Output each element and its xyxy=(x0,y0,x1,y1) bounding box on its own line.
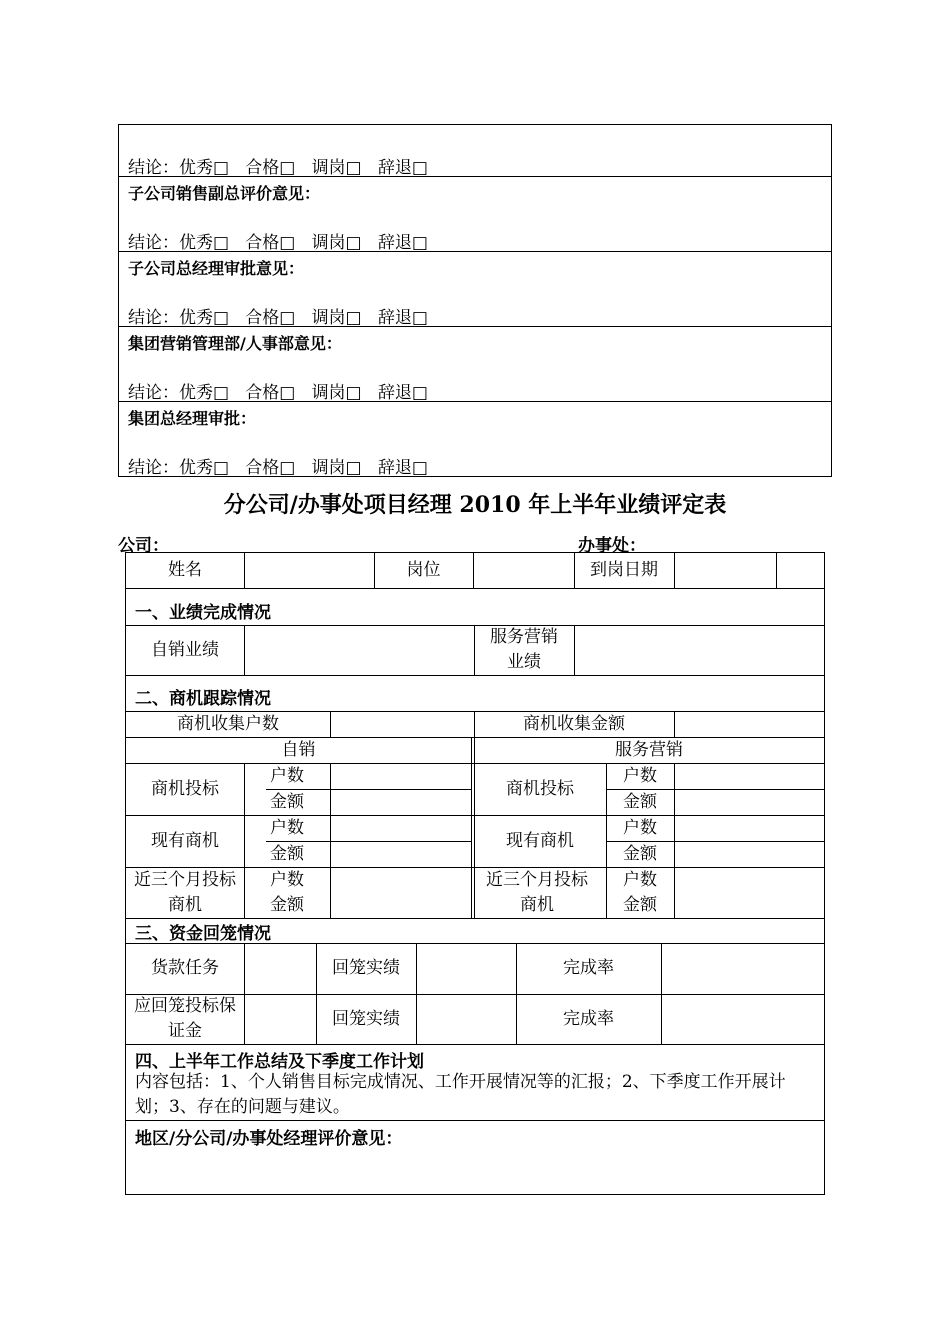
households-label: 户数 xyxy=(270,765,304,786)
recent-label: 近三个月投标商机 xyxy=(134,869,236,915)
service-header: 服务营销 xyxy=(615,739,683,760)
option-transfer[interactable]: 调岗□ xyxy=(311,233,362,253)
households-label: 户数 xyxy=(623,817,657,838)
name-label: 姓名 xyxy=(168,560,202,580)
amount-label: 金额 xyxy=(270,895,304,915)
service-sales-label: 服务营销业绩 xyxy=(490,627,558,672)
self-header: 自销 xyxy=(281,739,316,760)
option-dismiss[interactable]: 辞退□ xyxy=(377,308,428,328)
option-dismiss[interactable]: 辞退□ xyxy=(377,458,428,478)
bid-label: 商机投标 xyxy=(151,778,219,799)
opinion-row xyxy=(119,176,831,251)
households-label: 户数 xyxy=(270,869,304,890)
households-label: 户数 xyxy=(623,869,657,890)
option-transfer[interactable]: 调岗□ xyxy=(311,308,362,328)
conclusion-line: 结论：优秀□ 合格□ 调岗□ 辞退□ xyxy=(128,458,428,478)
option-qualified[interactable]: 合格□ xyxy=(245,158,296,178)
opinion-row xyxy=(119,326,831,401)
opinion-row xyxy=(119,251,831,326)
conclusion-line: 结论：优秀□ 合格□ 调岗□ 辞退□ xyxy=(128,308,428,328)
option-dismiss[interactable]: 辞退□ xyxy=(377,383,428,403)
option-qualified[interactable]: 合格□ xyxy=(245,308,296,328)
company-label: 公司： xyxy=(118,536,169,556)
form-title: 分公司/办事处项目经理 2010 年上半年业绩评定表 xyxy=(223,492,727,518)
rate-label: 完成率 xyxy=(563,1008,614,1029)
rate-label: 完成率 xyxy=(563,958,614,978)
collect-count-label: 商机收集户数 xyxy=(177,713,279,734)
section-summary: 四、上半年工作总结及下季度工作计划 xyxy=(135,1052,424,1072)
bid-label: 商机投标 xyxy=(506,778,574,799)
households-label: 户数 xyxy=(270,817,304,838)
summary-content: 内容包括：1、个人销售目标完成情况、工作开展情况等的汇报；2、下季度工作开展计划；3、存在的问题与建议。 xyxy=(135,1072,786,1117)
deposit-label: 应回笼投标保证金 xyxy=(134,996,236,1041)
self-sales-label: 自销业绩 xyxy=(151,639,219,660)
section-opportunity: 二、商机跟踪情况 xyxy=(135,689,271,709)
existing-label: 现有商机 xyxy=(506,830,574,851)
option-excellent[interactable]: 优秀□ xyxy=(179,158,230,178)
position-label: 岗位 xyxy=(406,560,441,580)
conclusion-line: 结论：优秀□ 合格□ 调岗□ 辞退□ xyxy=(128,158,428,178)
office-label: 办事处： xyxy=(578,536,646,556)
evaluation-table xyxy=(125,552,825,1195)
existing-label: 现有商机 xyxy=(151,830,219,851)
option-transfer[interactable]: 调岗□ xyxy=(311,158,362,178)
recovery-label: 回笼实绩 xyxy=(332,958,400,978)
households-label: 户数 xyxy=(623,765,657,786)
opinion-row xyxy=(119,125,831,176)
option-excellent[interactable]: 优秀□ xyxy=(179,233,230,253)
collect-amount-label: 商机收集金额 xyxy=(523,713,625,734)
recovery-label: 回笼实绩 xyxy=(332,1008,400,1029)
start-date-label: 到岗日期 xyxy=(590,560,658,580)
amount-label: 金额 xyxy=(623,843,657,864)
opinion-row xyxy=(119,401,831,476)
option-qualified[interactable]: 合格□ xyxy=(245,458,296,478)
option-transfer[interactable]: 调岗□ xyxy=(311,383,362,403)
name-field[interactable] xyxy=(245,553,374,588)
amount-label: 金额 xyxy=(270,843,304,864)
option-qualified[interactable]: 合格□ xyxy=(245,233,296,253)
option-excellent[interactable]: 优秀□ xyxy=(179,383,230,403)
opinion-heading: 子公司销售副总评价意见： xyxy=(128,184,321,203)
option-dismiss[interactable]: 辞退□ xyxy=(377,233,428,253)
option-transfer[interactable]: 调岗□ xyxy=(311,458,362,478)
amount-label: 金额 xyxy=(623,791,657,812)
conclusion-line: 结论：优秀□ 合格□ 调岗□ 辞退□ xyxy=(128,233,428,253)
loan-task-label: 货款任务 xyxy=(151,958,219,978)
opinion-heading: 子公司总经理审批意见： xyxy=(128,259,305,278)
section-recovery: 三、资金回笼情况 xyxy=(135,924,271,944)
option-qualified[interactable]: 合格□ xyxy=(245,383,296,403)
amount-label: 金额 xyxy=(270,791,304,812)
option-excellent[interactable]: 优秀□ xyxy=(179,458,230,478)
opinion-table xyxy=(118,124,832,477)
section-performance: 一、业绩完成情况 xyxy=(135,603,271,623)
recent-label: 近三个月投标商机 xyxy=(486,869,588,915)
opinion-heading: 集团总经理审批： xyxy=(128,409,257,428)
section-manager-opinion: 地区/分公司/办事处经理评价意见： xyxy=(135,1129,403,1149)
amount-label: 金额 xyxy=(623,895,657,915)
opinion-heading: 集团营销管理部/人事部意见： xyxy=(128,334,342,353)
conclusion-line: 结论：优秀□ 合格□ 调岗□ 辞退□ xyxy=(128,383,428,403)
option-excellent[interactable]: 优秀□ xyxy=(179,308,230,328)
option-dismiss[interactable]: 辞退□ xyxy=(377,158,428,178)
